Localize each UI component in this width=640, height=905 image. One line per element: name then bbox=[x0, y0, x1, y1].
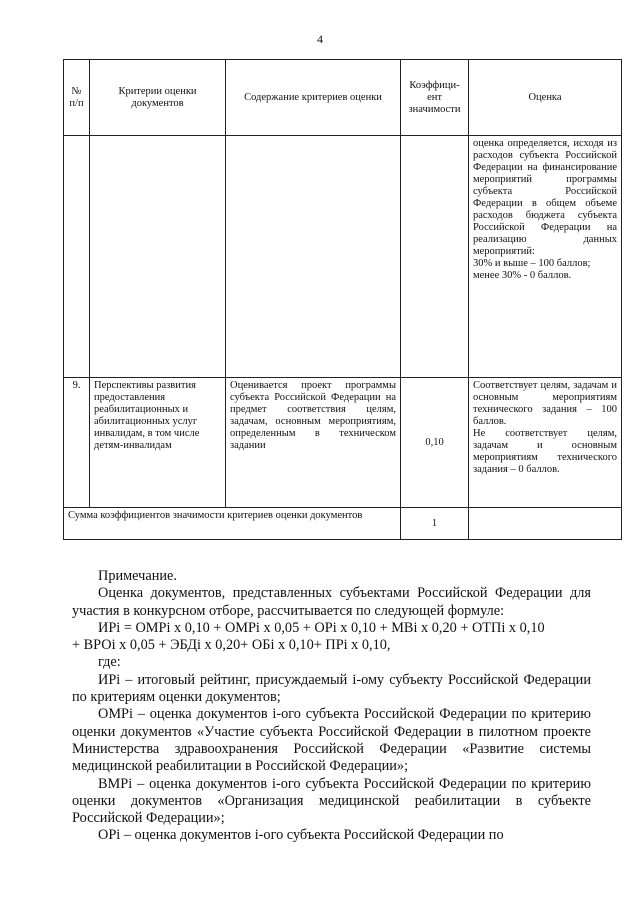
header-score: Оценка bbox=[469, 60, 622, 136]
score-text: Не соответствует целям, задачам и основным мероприятиям технического задания – 0 баллов. bbox=[473, 428, 617, 475]
header-criteria: Критерии оценки документов bbox=[90, 60, 226, 136]
definition-vmr: ВМРi – оценка документов i-ого субъекта Российской Федерации по критерию оценки документов «Организация медицинской реабилитации в субъекте Российской Федерации»; bbox=[72, 775, 591, 827]
table-sum-row bbox=[64, 508, 622, 540]
score-text: 30% и выше – 100 баллов; bbox=[473, 258, 591, 269]
cell-score bbox=[469, 378, 622, 508]
notes-intro: Оценка документов, представленных субъектами Российской Федерации для участия в конкурсном отборе, рассчитывается по следующей формуле: bbox=[72, 585, 591, 619]
cell-num: 9. bbox=[64, 378, 90, 508]
notes-where: где: bbox=[98, 654, 121, 671]
table-header-row bbox=[64, 60, 622, 136]
table-row-continuation bbox=[64, 136, 622, 378]
definition-omr: ОМРi – оценка документов i-ого субъекта Российской Федерации по критерию оценки документов «Участие субъекта Российской Федерации в пилотном проекте Министерства здравоохранения Российской Федерации «Развитие системы медицинской реабилитации в Российской Федерации»; bbox=[72, 706, 591, 775]
formula-line: + ВРОi x 0,05 + ЭБДi x 0,20+ ОБi x 0,10+ ПРi x 0,10, bbox=[72, 637, 391, 654]
header-content: Содержание критериев оценки bbox=[226, 60, 401, 136]
score-text: Соответствует целям, задачам и основным мероприятиям технического задания – 100 баллов. bbox=[473, 380, 617, 427]
cell-criteria: Перспективы развития предоставления реабилитационных и абилитационных услуг инвалидам, в том числе детям-инвалидам bbox=[90, 378, 226, 508]
criteria-table bbox=[63, 59, 622, 540]
sum-value: 1 bbox=[401, 508, 469, 540]
cell-empty bbox=[64, 136, 90, 378]
definition-or: ОРi – оценка документов i-ого субъекта Российской Федерации по bbox=[98, 827, 504, 844]
score-text: оценка определяется, исходя из расходов субъекта Российской Федерации на финансирование мероприятий программы субъекта Российской Федерации в общем объеме расходов бюджета субъекта Российской Федерации на реализацию данных мероприятий: bbox=[473, 138, 617, 257]
formula-line: ИРi = ОМРi x 0,10 + ОМРi x 0,05 + ОРi x 0,10 + МВi x 0,20 + ОТПi x 0,10 bbox=[98, 619, 545, 636]
cell-empty bbox=[226, 136, 401, 378]
header-coef: Коэффици-ент значимости bbox=[401, 60, 469, 136]
header-num: № п/п bbox=[64, 60, 90, 136]
cell-coef: 0,10 bbox=[401, 378, 469, 508]
cell-empty bbox=[401, 136, 469, 378]
cell-empty bbox=[469, 508, 622, 540]
cell-content: Оценивается проект программы субъекта Российской Федерации на предмет соответствия целям, задачам, основным мероприятиям, определенным в техническом задании bbox=[226, 378, 401, 508]
sum-label: Сумма коэффициентов значимости критериев оценки документов bbox=[64, 508, 401, 540]
definition-ir: ИРi – итоговый рейтинг, присуждаемый i-ому субъекту Российской Федерации по критериям оценки документов; bbox=[72, 671, 591, 706]
score-text: менее 30% - 0 баллов. bbox=[473, 270, 572, 281]
cell-score-continuation bbox=[469, 136, 622, 378]
cell-empty bbox=[90, 136, 226, 378]
table-row bbox=[64, 378, 622, 508]
page-number: 4 bbox=[317, 32, 323, 46]
notes-title: Примечание. bbox=[98, 568, 177, 584]
notes-section bbox=[72, 568, 591, 845]
